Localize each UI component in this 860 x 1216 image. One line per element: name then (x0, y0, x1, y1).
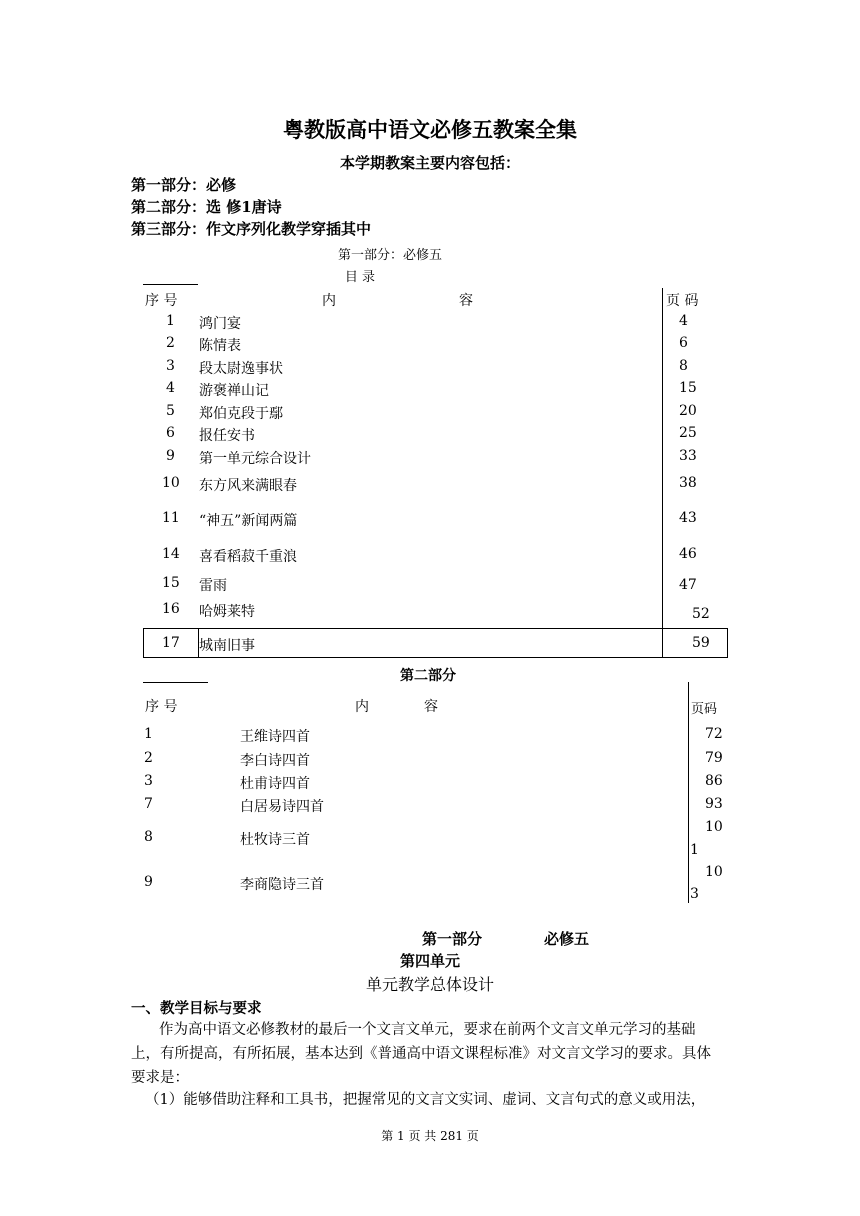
toc1-row-title: 段太尉逸事状 (199, 361, 283, 377)
toc1-row-number: 11 (162, 510, 180, 526)
toc1-row-number: 14 (162, 546, 180, 562)
toc2-row-page-line2: 1 (690, 842, 699, 858)
document-subtitle: 本学期教案主要内容包括： (339, 154, 520, 172)
toc2-row-page: 93 (705, 796, 723, 812)
toc1-row-page: 6 (679, 335, 688, 351)
toc2-header-content-2: 容 (424, 699, 438, 715)
paragraph-line: 作为高中语文必修教材的最后一个文言文单元，要求在前两个文言文单元学习的基础 (159, 1022, 696, 1038)
toc1-row-page: 15 (679, 380, 697, 396)
toc2-row-number: 3 (144, 773, 153, 789)
paragraph-line: 上，有所提高，有所拓展，基本达到《普通高中语文课程标准》对文言文学习的要求。具体 (131, 1046, 711, 1062)
toc1-header-seq: 序 号 (145, 293, 178, 309)
toc1-row-title: 东方风来满眼春 (199, 478, 297, 494)
toc1-last-row-divider-2 (662, 628, 663, 658)
toc1-row-title: “神五”新闻两篇 (199, 513, 298, 529)
toc1-row-page: 59 (692, 635, 710, 651)
section-name: 必修五 (544, 930, 590, 948)
toc1-row-title: 陈情表 (199, 338, 241, 354)
toc1-row-title: 鸿门宴 (199, 316, 241, 332)
toc1-row-page: 8 (679, 358, 688, 374)
part-line-2: 第二部分：选 修1唐诗 (131, 198, 282, 216)
toc2-row-title: 王维诗四首 (240, 729, 310, 745)
section-part: 第一部分 (422, 930, 483, 948)
toc1-row-page: 47 (679, 577, 697, 593)
toc2-row-page: 86 (705, 773, 723, 789)
toc2-row-page-line1: 10 (705, 864, 723, 880)
toc2-heading: 第二部分 (400, 668, 456, 684)
toc2-page-divider (688, 682, 689, 903)
toc2-header-page: 页码 (691, 702, 718, 717)
toc1-row-title: 雷雨 (199, 578, 227, 594)
toc2-top-rule (143, 682, 208, 683)
document-title: 粤教版高中语文必修五教案全集 (283, 117, 577, 142)
toc1-label: 目 录 (344, 270, 376, 285)
toc1-row-number: 10 (162, 475, 180, 491)
toc1-row-number: 15 (162, 575, 180, 591)
page-footer: 第 1 页 共 281 页 (381, 1129, 479, 1143)
toc1-row-page: 25 (679, 425, 697, 441)
toc2-row-title: 白居易诗四首 (240, 799, 324, 815)
toc1-row-number: 5 (166, 403, 175, 419)
toc2-row-number: 7 (144, 796, 153, 812)
toc1-page-divider (662, 288, 663, 628)
toc1-row-number: 4 (166, 380, 175, 396)
toc2-row-title: 李商隐诗三首 (240, 877, 324, 893)
paragraph-line: （1）能够借助注释和工具书，把握常见的文言文实词、虚词、文言句式的意义或用法， (145, 1092, 706, 1108)
paragraph-line: 要求是： (131, 1070, 189, 1086)
toc2-row-title: 杜甫诗四首 (240, 776, 310, 792)
toc1-row-page: 52 (692, 606, 710, 622)
toc1-row-number: 3 (166, 358, 175, 374)
toc2-row-title: 李白诗四首 (240, 753, 310, 769)
toc1-row-number: 6 (166, 425, 175, 441)
toc2-row-page: 79 (705, 750, 723, 766)
part-line-1: 第一部分：必修 (131, 176, 237, 194)
toc1-row-number: 16 (162, 601, 180, 617)
toc2-row-title: 杜牧诗三首 (240, 832, 310, 848)
toc1-top-rule (143, 284, 198, 285)
unit-title: 第四单元 (399, 952, 460, 970)
toc1-row-title: 报任安书 (199, 428, 255, 444)
part-line-3: 第三部分：作文序列化教学穿插其中 (131, 220, 372, 238)
toc1-header-content-2: 容 (459, 293, 473, 309)
toc1-row-page: 4 (679, 313, 688, 329)
toc1-row-number: 17 (162, 635, 180, 651)
toc2-row-number: 2 (144, 750, 153, 766)
objective-heading: 一、教学目标与要求 (131, 1000, 262, 1017)
toc1-row-title: 哈姆莱特 (199, 604, 255, 620)
toc1-row-title: 游褒禅山记 (199, 383, 269, 399)
toc1-heading: 第一部分：必修五 (337, 248, 442, 263)
toc1-row-page: 33 (679, 448, 697, 464)
toc1-row-page: 46 (679, 546, 697, 562)
toc1-row-number: 1 (166, 313, 175, 329)
toc1-row-number: 9 (166, 448, 175, 464)
toc2-row-number: 9 (144, 874, 153, 890)
toc1-row-page: 43 (679, 510, 697, 526)
unit-subtitle: 单元教学总体设计 (365, 975, 494, 994)
toc1-header-content-1: 内 (322, 293, 336, 309)
toc1-row-number: 2 (166, 335, 175, 351)
toc1-row-title: 郑伯克段于鄢 (199, 406, 283, 422)
toc2-row-page-line2: 3 (690, 886, 699, 902)
toc2-row-number: 1 (144, 726, 153, 742)
toc1-header-page: 页 码 (666, 293, 699, 309)
toc1-row-title: 城南旧事 (199, 638, 255, 654)
toc2-header-seq: 序 号 (145, 699, 178, 715)
toc2-row-page-line1: 10 (705, 819, 723, 835)
toc1-row-title: 第一单元综合设计 (199, 451, 311, 467)
toc2-row-page: 72 (705, 726, 723, 742)
toc1-row-page: 38 (679, 475, 697, 491)
toc1-row-page: 20 (679, 403, 697, 419)
toc1-row-title: 喜看稻菽千重浪 (199, 549, 297, 565)
toc2-row-number: 8 (144, 829, 153, 845)
toc2-header-content-1: 内 (355, 699, 369, 715)
